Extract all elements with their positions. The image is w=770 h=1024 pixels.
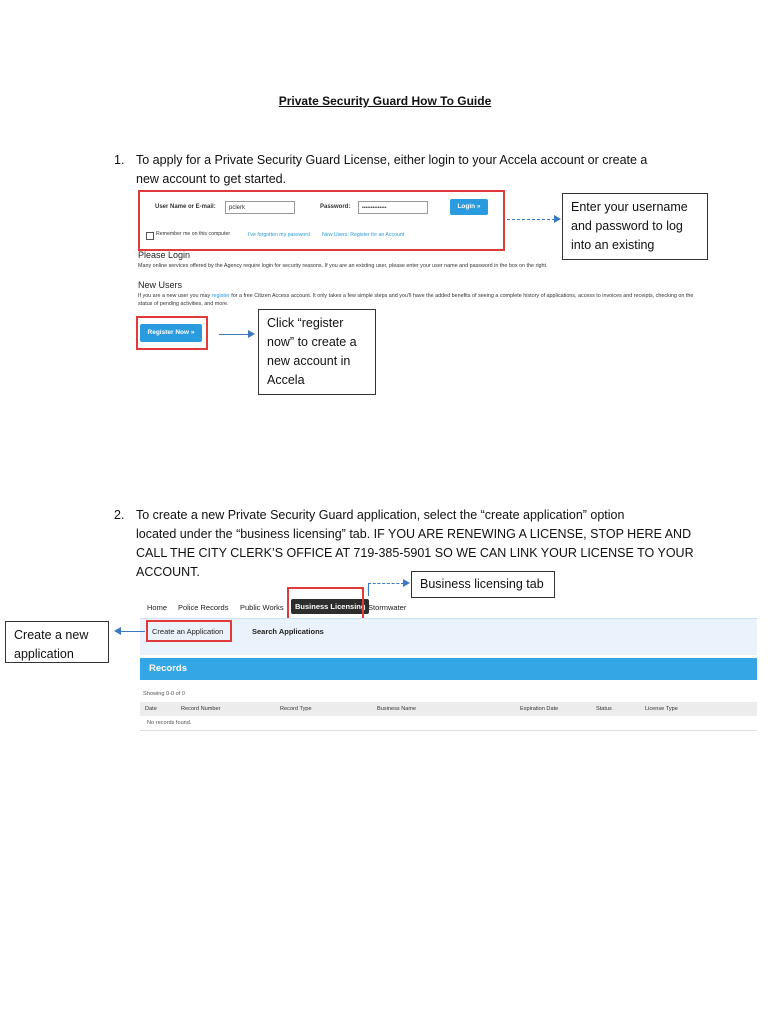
remember-checkbox[interactable] — [146, 232, 154, 240]
login-button[interactable]: Login » — [450, 199, 488, 215]
step-line: located under the “business licensing” tab. IF YOU ARE RENEWING A LICENSE, STOP HERE AND — [136, 527, 692, 541]
sub-navigation-bar — [140, 618, 757, 655]
new-users-register-link[interactable]: New Users: Register for an Account — [322, 232, 405, 238]
no-records-text: No records found. — [147, 720, 192, 726]
password-input[interactable]: •••••••••••••• — [358, 201, 428, 214]
showing-count: Showing 0-0 of 0 — [143, 691, 185, 697]
login-callout: Enter your username and password to log into an existing — [562, 193, 708, 260]
new-users-text-start: If you are a new user you may — [138, 293, 211, 299]
username-input[interactable]: pclerk — [225, 201, 295, 214]
step-number: 2. — [114, 508, 125, 522]
new-users-text-end: for a free Citizen Access account. It only takes a few simple steps and you'll have the added benefits of seeing a complete history of applications, access to invoices and receipts, checking on the status of pending activities, and more. — [138, 293, 694, 307]
tab-callout-connector — [368, 583, 369, 596]
create-app-callout: Create a new application — [5, 621, 109, 663]
register-now-button[interactable]: Register Now » — [140, 324, 202, 342]
create-application-link[interactable]: Create an Application — [152, 627, 224, 636]
step-number: 1. — [114, 153, 125, 167]
tab-callout-arrow — [368, 583, 404, 584]
step-line: new account to get started. — [136, 172, 287, 186]
please-login-text: Many online services offered by the Agency require login for security reasons. If you are an existing user, please enter your user name and password in the box on the right. — [138, 263, 548, 269]
table-divider — [140, 730, 757, 731]
business-tab-callout: Business licensing tab — [411, 571, 555, 598]
col-header-business-name[interactable]: Business Name — [377, 706, 417, 712]
col-header-license-type[interactable]: License Type — [645, 706, 678, 712]
arrow-head-icon — [554, 215, 561, 223]
col-header-expiration-date[interactable]: Expiration Date — [520, 706, 559, 712]
page-title: Private Security Guard How To Guide — [278, 94, 492, 108]
login-callout-arrow — [507, 219, 555, 220]
col-header-status[interactable]: Status — [596, 706, 612, 712]
register-callout-arrow — [219, 334, 249, 335]
create-app-callout-arrow — [121, 631, 145, 632]
register-inline-link[interactable]: register — [211, 293, 230, 299]
step-line: CALL THE CITY CLERK’S OFFICE AT 719-385-5901 SO WE CAN LINK YOUR LICENSE TO YOUR — [136, 546, 694, 560]
arrow-head-icon — [403, 579, 410, 587]
password-label: Password: — [320, 204, 351, 210]
nav-tab-home[interactable]: Home — [147, 603, 168, 612]
nav-tab-stormwater[interactable]: Stormwater — [368, 603, 407, 612]
records-header: Records — [140, 658, 757, 680]
nav-tab-police-records[interactable]: Police Records — [178, 603, 229, 612]
register-callout: Click “register now” to create a new account in Accela — [258, 309, 376, 395]
create-app-highlight-box — [146, 620, 232, 642]
new-users-heading: New Users — [138, 280, 183, 290]
search-applications-link[interactable]: Search Applications — [252, 627, 324, 636]
col-header-date[interactable]: Date — [145, 706, 157, 712]
remember-label: Remember me on this computer — [156, 231, 231, 237]
step-line: ACCOUNT. — [136, 565, 200, 579]
arrow-head-icon — [114, 627, 121, 635]
new-users-text — [138, 292, 698, 308]
col-header-record-number[interactable]: Record Number — [181, 706, 221, 712]
step-line: To apply for a Private Security Guard License, either login to your Accela account or create a — [136, 153, 648, 167]
nav-tab-business-licensing[interactable]: Business Licensing — [291, 599, 369, 614]
username-label: User Name or E-mail: — [155, 204, 216, 210]
col-header-record-type[interactable]: Record Type — [280, 706, 312, 712]
nav-tab-public-works[interactable]: Public Works — [240, 603, 284, 612]
forgot-password-link[interactable]: I've forgotten my password — [248, 232, 310, 238]
arrow-head-icon — [248, 330, 255, 338]
please-login-heading: Please Login — [138, 250, 191, 260]
step-line: To create a new Private Security Guard application, select the “create application” option — [136, 508, 625, 522]
